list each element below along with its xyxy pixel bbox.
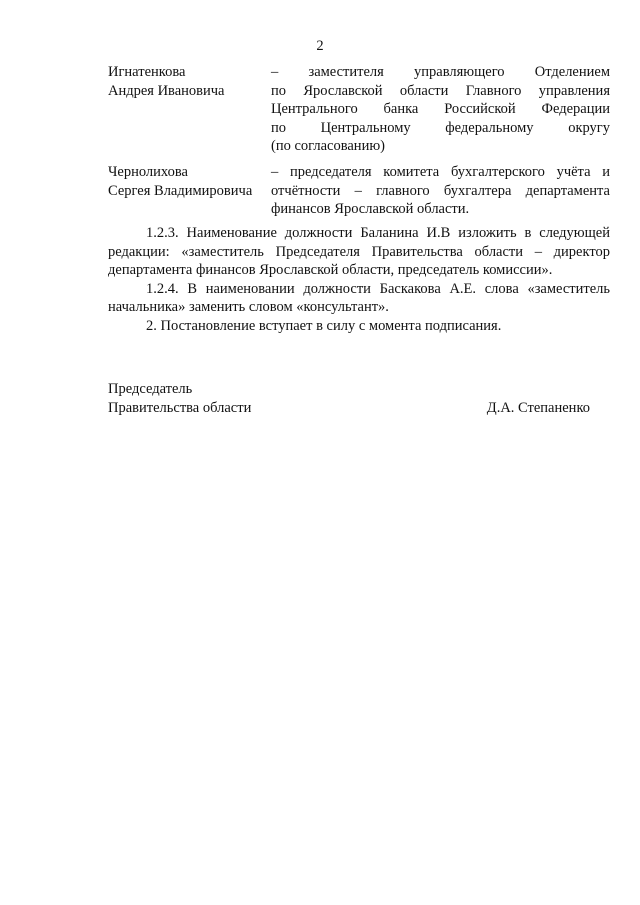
paragraph-1-2-3: 1.2.3. Наименование должности Баланина И.В изложить в следующей редакции: «заместитель Председателя Правительства области – директор департамента финансов Ярославской области, председатель комиссии».	[108, 225, 610, 278]
commission-member-1	[108, 63, 610, 156]
member-given-names: Сергея Владимировича	[108, 182, 253, 199]
commission-member-2	[108, 163, 610, 219]
resolution-paragraphs	[108, 224, 610, 335]
signature-block	[108, 380, 590, 417]
page-number: 2	[316, 38, 324, 54]
paragraph-2: 2. Постановление вступает в силу с момента подписания.	[146, 317, 502, 334]
role-line: Центрального банка Российской Федерации	[271, 101, 610, 117]
member-given-names: Андрея Ивановича	[108, 82, 225, 99]
member-surname: Чернолихова	[108, 164, 188, 180]
signatory-name: Д.А. Степаненко	[486, 399, 590, 416]
signatory-title-line-1: Председатель	[108, 381, 193, 397]
member-name	[108, 163, 271, 219]
role-line: по Ярославской области Главного управления	[271, 82, 610, 99]
member-surname: Игнатенкова	[108, 64, 186, 80]
member-role	[271, 163, 610, 219]
signature-row	[108, 399, 590, 418]
signatory-title-line-2: Правительства области	[108, 399, 252, 416]
role-line: по Центральному федеральному округу	[271, 119, 610, 136]
role-line: финансов Ярославской области.	[271, 201, 470, 217]
role-line: (по согласованию)	[271, 138, 385, 154]
member-name	[108, 63, 271, 156]
role-line: – председателя комитета бухгалтерского учёта и	[271, 164, 610, 180]
member-role	[271, 63, 610, 156]
paragraph-1-2-4: 1.2.4. В наименовании должности Баскакова А.Е. слова «заместитель начальника» заменить словом «консультант».	[108, 280, 610, 315]
role-line: отчётности – главного бухгалтера департамента	[271, 182, 610, 199]
role-line: – заместителя управляющего Отделением	[271, 64, 610, 80]
